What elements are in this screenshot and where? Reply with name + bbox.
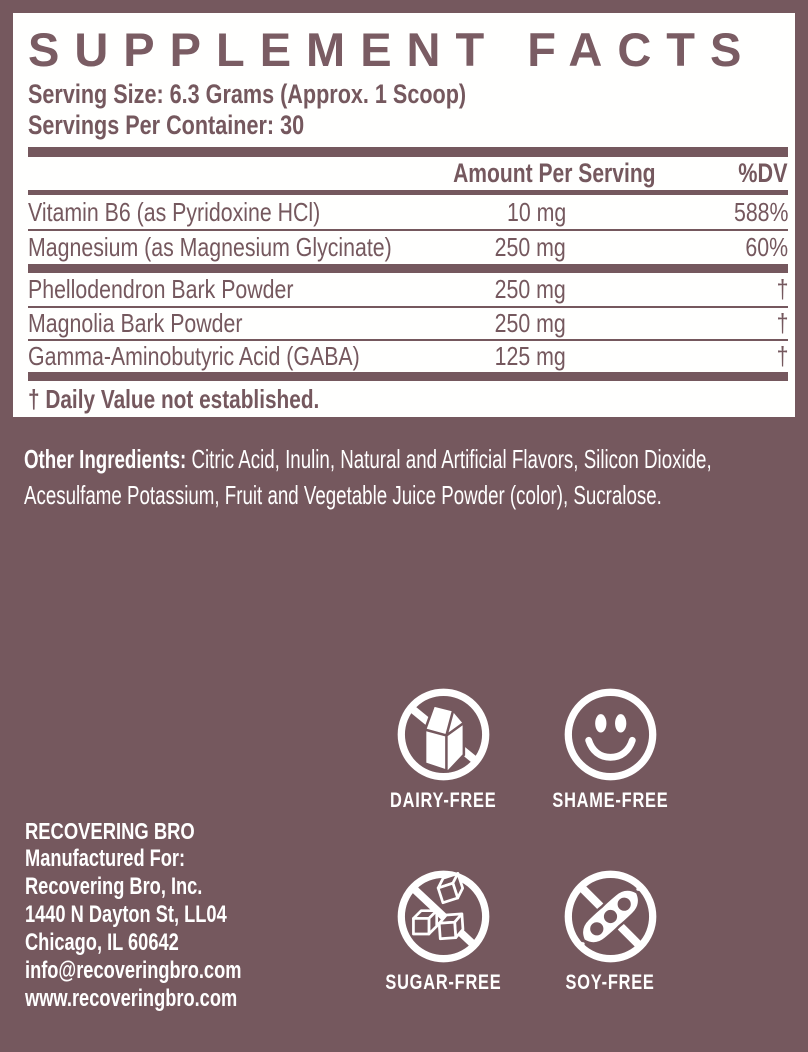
badge-label: SUGAR-FREE [384,971,502,994]
table-row: Vitamin B6 (as Pyridoxine HCl) 10 mg 588% [28,196,788,227]
company-website: www.recoveringbro.com [25,985,238,1012]
daily-value-footnote: † Daily Value not established. [28,384,320,414]
table-row: Phellodendron Bark Powder 250 mg † [28,274,788,304]
divider-bar [28,147,788,157]
column-header-amount: Amount Per Serving [453,158,656,188]
table-row: Magnesium (as Magnesium Glycinate) 250 mg 60% [28,232,788,262]
badge-label: DAIRY-FREE [389,789,497,812]
soy-free-icon [562,868,659,965]
badge-grid [364,686,689,995]
badge-soy-free [531,868,689,995]
badge-label: SOY-FREE [565,971,655,994]
company-line: Manufactured For: [25,845,186,872]
supplement-facts-panel [13,13,795,417]
dairy-free-icon [395,686,492,783]
badge-dairy-free [364,686,522,813]
column-header-dv: %DV [738,158,788,188]
badge-label: SHAME-FREE [551,789,669,812]
other-ingredients-line1: Citric Acid, Inulin, Natural and Artificial Flavors, Silicon Dioxide, [191,444,712,474]
company-name: RECOVERING BRO [25,818,195,844]
company-email: info@recoveringbro.com [25,957,242,984]
servings-per-container: Servings Per Container: 30 [28,110,305,140]
badge-shame-free [531,686,689,813]
other-ingredients [24,441,808,513]
company-line: Chicago, IL 60642 [25,929,179,956]
other-ingredients-line2: Acesulfame Potassium, Fruit and Vegetable Juice Powder (color), Sucralose. [24,480,662,510]
table-row: Magnolia Bark Powder 250 mg † [28,308,788,338]
company-line: Recovering Bro, Inc. [25,873,203,900]
divider-bar [28,264,788,273]
table-row: Gamma-Aminobutyric Acid (GABA) 125 mg † [28,341,788,371]
shame-free-icon [562,686,659,783]
serving-size: Serving Size: 6.3 Grams (Approx. 1 Scoop) [28,79,467,109]
other-ingredients-label: Other Ingredients: [24,444,187,474]
badge-sugar-free [364,868,522,995]
company-block [25,817,310,1013]
divider-bar [28,372,788,381]
company-line: 1440 N Dayton St, LL04 [25,901,227,928]
panel-title: SUPPLEMENT FACTS [28,23,757,76]
sugar-free-icon [395,868,492,965]
table-header-row [28,157,788,190]
